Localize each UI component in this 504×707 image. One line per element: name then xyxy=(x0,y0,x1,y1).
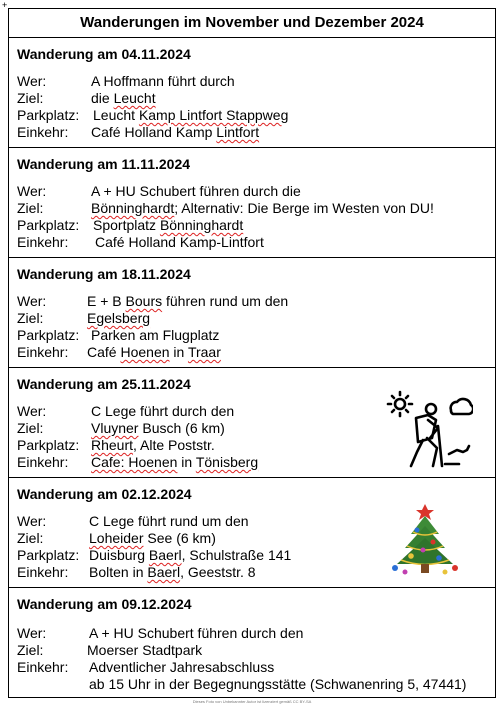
einkehr-value: Adventlicher Jahresabschluss xyxy=(89,659,275,675)
parkplatz-label: Parkplatz: xyxy=(17,107,80,123)
hike-section-5 xyxy=(9,478,495,588)
parkplatz-line xyxy=(17,217,244,233)
einkehr-label: Einkehr: xyxy=(17,234,69,250)
ziel-line xyxy=(17,420,225,436)
wer-label: Wer: xyxy=(17,73,47,89)
wer-line xyxy=(17,73,235,89)
parkplatz-line xyxy=(17,547,292,563)
hike-section-2 xyxy=(9,148,495,258)
wer-label: Wer: xyxy=(17,513,47,529)
hike-heading: Wanderung am 18.11.2024 xyxy=(17,266,191,282)
parkplatz-label: Parkplatz: xyxy=(17,547,80,563)
ziel-value: Moerser Stadtpark xyxy=(87,642,203,658)
hike-schedule-table xyxy=(8,8,496,698)
ziel-line xyxy=(17,530,216,546)
ziel-line xyxy=(17,90,156,106)
wer-label: Wer: xyxy=(17,625,47,641)
ziel-value: die Leucht xyxy=(91,90,156,106)
einkehr-line xyxy=(17,659,275,675)
ziel-label: Ziel: xyxy=(17,200,44,216)
wer-value: A + HU Schubert führen durch die xyxy=(91,183,301,199)
parkplatz-line xyxy=(17,107,289,123)
ziel-value: Loheider See (6 km) xyxy=(89,530,216,546)
ziel-label: Ziel: xyxy=(17,310,44,326)
einkehr-line xyxy=(17,564,256,580)
parkplatz-value: Duisburg Baerl, Schulstraße 141 xyxy=(89,547,292,563)
wer-label: Wer: xyxy=(17,183,47,199)
wer-line xyxy=(17,513,249,529)
wer-line xyxy=(17,403,235,419)
einkehr-label: Einkehr: xyxy=(17,564,69,580)
wer-line xyxy=(17,293,289,309)
parkplatz-label: Parkplatz: xyxy=(17,217,80,233)
einkehr-value-2: ab 15 Uhr in der Begegnungsstätte (Schwanenring 5, 47441) xyxy=(89,676,467,692)
einkehr-value: Café Hoenen in Traar xyxy=(87,344,221,360)
ziel-label: Ziel: xyxy=(17,90,44,106)
einkehr-line xyxy=(17,454,259,470)
einkehr-value: Café Holland Kamp Lintfort xyxy=(91,124,260,140)
ziel-line xyxy=(17,642,203,658)
einkehr-line xyxy=(17,124,260,140)
ziel-value: Vluyner Busch (6 km) xyxy=(91,420,225,436)
einkehr-line xyxy=(17,344,221,360)
einkehr-value: Bolten in Baerl, Geeststr. 8 xyxy=(89,564,256,580)
wer-value: A + HU Schubert führen durch den xyxy=(89,625,304,641)
parkplatz-value: Leucht Kamp Lintfort Stappweg xyxy=(93,107,289,123)
hiker-icon xyxy=(383,388,473,470)
hike-section-6 xyxy=(9,588,495,697)
einkehr-label: Einkehr: xyxy=(17,124,69,140)
hike-heading: Wanderung am 09.12.2024 xyxy=(17,596,192,612)
hike-section-1 xyxy=(9,38,495,148)
hike-heading: Wanderung am 25.11.2024 xyxy=(17,376,191,392)
hike-section-3 xyxy=(9,258,495,368)
wer-line xyxy=(17,625,304,641)
wer-line xyxy=(17,183,301,199)
wer-value: E + B Bours führen rund um den xyxy=(87,293,289,309)
einkehr-value: Café Holland Kamp-Lintfort xyxy=(95,234,264,250)
wer-label: Wer: xyxy=(17,403,47,419)
ziel-label: Ziel: xyxy=(17,420,44,436)
ziel-value: Bönninghardt; Alternativ: Die Berge im Westen von DU! xyxy=(91,200,434,216)
parkplatz-label: Parkplatz: xyxy=(17,437,80,453)
ziel-line xyxy=(17,310,151,326)
hike-heading: Wanderung am 02.12.2024 xyxy=(17,486,192,502)
parkplatz-line xyxy=(17,437,215,453)
einkehr-label: Einkehr: xyxy=(17,454,69,470)
ziel-label: Ziel: xyxy=(17,642,44,658)
image-credit: Dieses Foto von Unbekannter Autor ist lizenziert gemäß CC BY-SA xyxy=(192,699,312,704)
ziel-label: Ziel: xyxy=(17,530,44,546)
ziel-line xyxy=(17,200,434,216)
hike-heading: Wanderung am 04.11.2024 xyxy=(17,46,191,62)
einkehr-label: Einkehr: xyxy=(17,344,69,360)
einkehr-line xyxy=(17,234,264,250)
christmas-tree-icon xyxy=(385,500,465,578)
ziel-value: Egelsberg xyxy=(87,310,151,326)
parkplatz-value: Parken am Flugplatz xyxy=(91,327,220,343)
wer-value: A Hoffmann führt durch xyxy=(91,73,235,89)
parkplatz-value: Sportplatz Bönninghardt xyxy=(93,217,244,233)
parkplatz-label: Parkplatz: xyxy=(17,327,80,343)
page-title: Wanderungen im November und Dezember 2024 xyxy=(9,9,495,38)
parkplatz-value: Rheurt, Alte Poststr. xyxy=(91,437,215,453)
wer-label: Wer: xyxy=(17,293,47,309)
parkplatz-line xyxy=(17,327,220,343)
hike-heading: Wanderung am 11.11.2024 xyxy=(17,156,191,172)
move-handle-icon[interactable]: + xyxy=(2,0,8,10)
einkehr-value: Cafe: Hoenen in Tönisberg xyxy=(91,454,259,470)
wer-value: C Lege führt durch den xyxy=(91,403,235,419)
hike-section-4 xyxy=(9,368,495,478)
einkehr-label: Einkehr: xyxy=(17,659,69,675)
wer-value: C Lege führt rund um den xyxy=(89,513,249,529)
